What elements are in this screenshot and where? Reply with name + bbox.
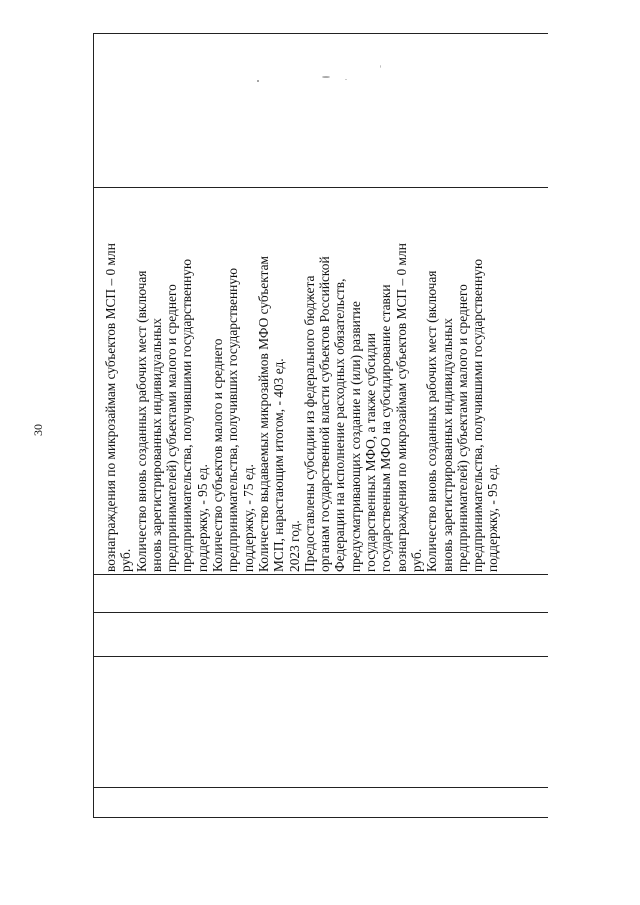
cell-text	[103, 194, 543, 572]
table-divider	[93, 187, 548, 188]
cell-text-line: Количество субъектов малого и среднего	[210, 338, 226, 572]
cell-text-line: предпринимателей) субъектами малого и среднего	[164, 284, 180, 572]
cell-text-line: предусматривающих создание и (или) развитие	[347, 301, 363, 572]
scan-speck	[257, 80, 259, 82]
cell-text-line: Количество вновь созданных рабочих мест (включая	[133, 270, 149, 572]
table-divider	[93, 574, 548, 575]
cell-text-line: вновь зарегистрированных индивидуальных	[439, 317, 455, 572]
scan-speck	[345, 79, 347, 80]
cell-text-line: поддержку, - 75 ед.	[240, 464, 256, 572]
table-divider	[93, 787, 548, 788]
cell-text-line: поддержку, - 95 ед.	[485, 464, 501, 572]
cell-text-line: руб.	[408, 548, 424, 572]
cell-text-line: государственным МФО на субсидирование ставки	[378, 284, 394, 572]
cell-text-line: Количество вновь созданных рабочих мест (включая	[424, 270, 440, 572]
cell-text-line: 2023 год.	[286, 520, 302, 572]
page-number: 30	[31, 424, 45, 436]
cell-text-line: предпринимательства, получивших государственную	[225, 267, 241, 572]
cell-text-line: предпринимательства, получившими государственную	[470, 259, 486, 572]
cell-text-line: Федерации на исполнение расходных обязательств,	[332, 278, 348, 572]
cell-text-line: вознаграждения по микрозаймам субъектов МСП – 0 млн	[103, 243, 118, 572]
cell-text-line: поддержку, - 95 ед.	[194, 464, 210, 572]
table-divider	[93, 612, 548, 613]
cell-text-line: вознаграждения по микрозаймам субъектов МСП – 0 млн	[393, 243, 409, 572]
scan-speck	[380, 65, 381, 68]
cell-text-line: Предоставлены субсидии из федерального бюджета	[301, 275, 317, 572]
cell-text-line: МСП, нарастающим итогом, - 403 ед.	[271, 358, 287, 572]
cell-text-container	[103, 194, 543, 572]
cell-text-line: органам государственной власти субъектов Российской	[317, 256, 333, 572]
cell-text-line: вновь зарегистрированных индивидуальных	[148, 317, 164, 572]
scan-speck	[322, 76, 330, 78]
cell-text-line: руб.	[118, 548, 134, 572]
cell-text-line: государственных МФО, а также субсидии	[363, 333, 379, 572]
cell-text-line: Количество выдаваемых микрозаймов МФО субъектам	[255, 256, 271, 572]
cell-text-line: предпринимательства, получившими государственную	[179, 259, 195, 572]
cell-text-line: предпринимателей) субъектами малого и среднего	[454, 284, 470, 572]
table-divider	[93, 656, 548, 657]
